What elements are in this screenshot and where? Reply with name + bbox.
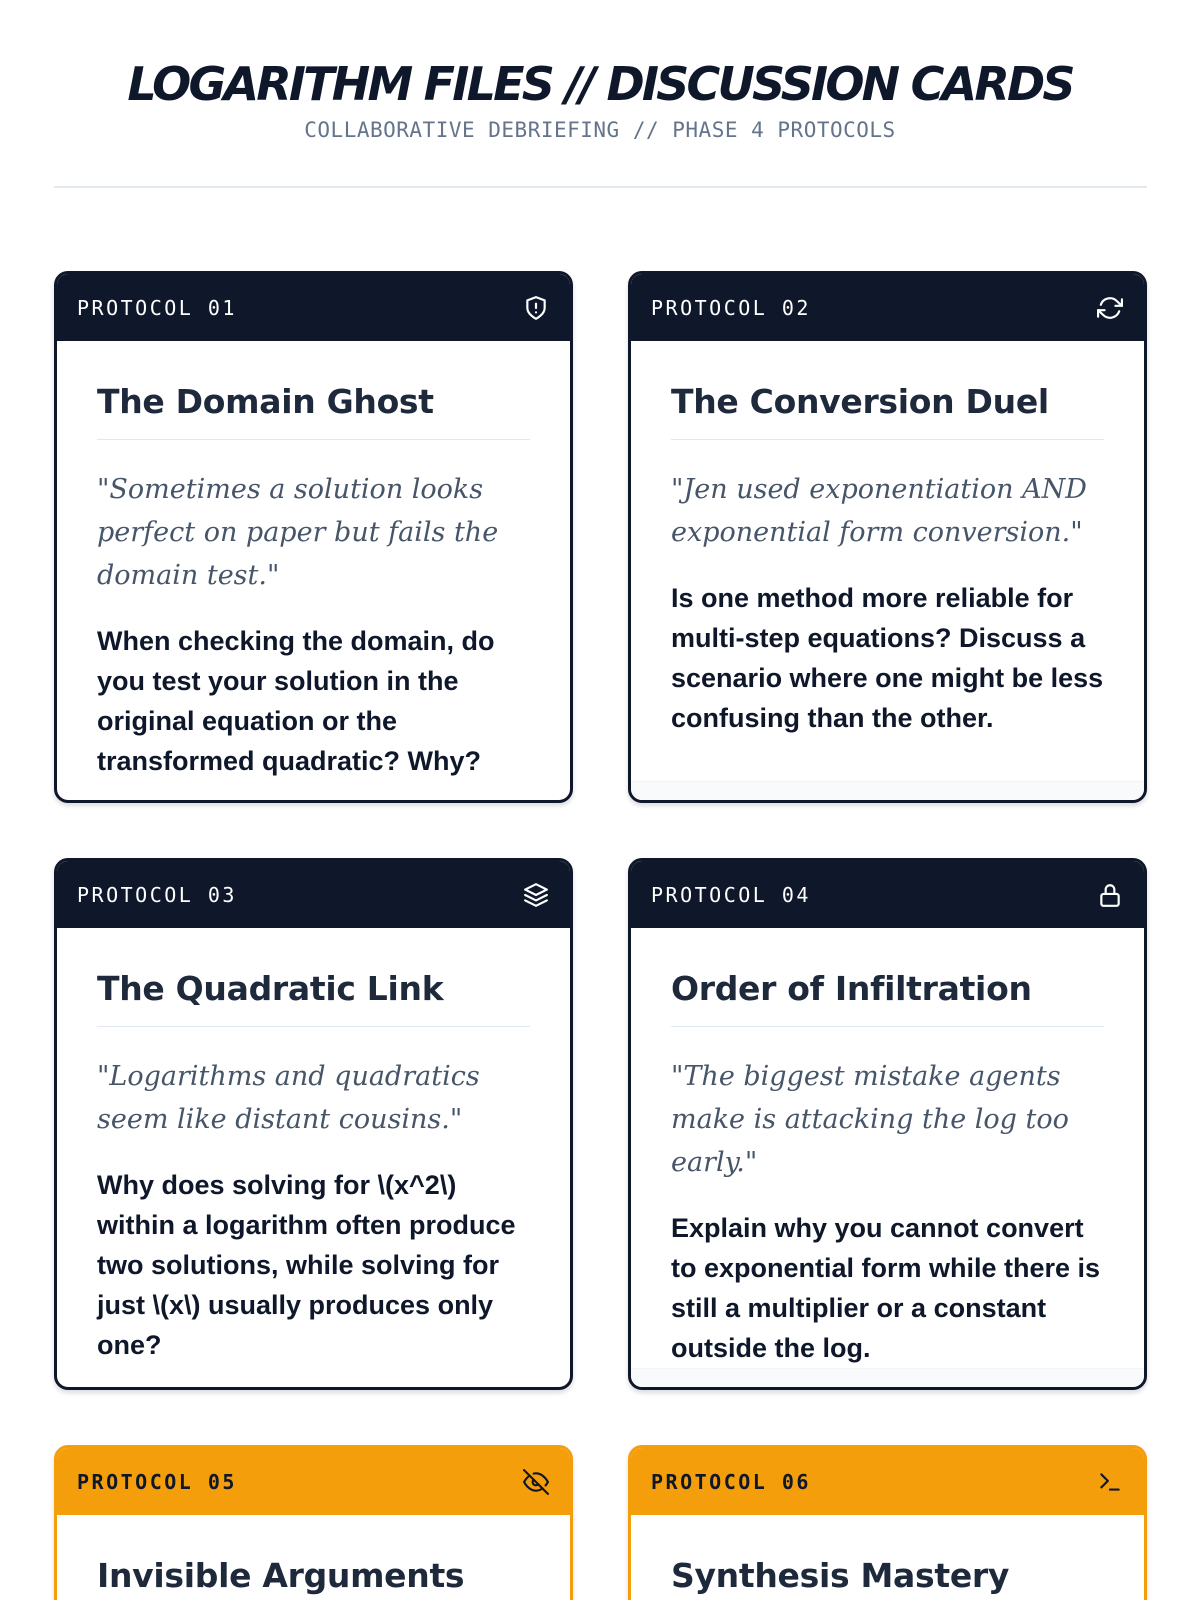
shield-alert-icon xyxy=(522,294,550,322)
protocol-label: PROTOCOL 06 xyxy=(651,1469,811,1494)
protocol-label: PROTOCOL 03 xyxy=(77,882,237,907)
card-body xyxy=(631,1515,1144,1600)
lock-icon xyxy=(1096,881,1124,909)
header-divider xyxy=(54,186,1147,188)
card-question: When checking the domain, do you test your solution in the original equation or the transformed quadratic? Why? xyxy=(97,626,495,776)
page-header xyxy=(0,0,1200,144)
card-title: The Domain Ghost xyxy=(97,381,530,440)
protocol-label: PROTOCOL 05 xyxy=(77,1469,237,1494)
card-title: The Conversion Duel xyxy=(671,381,1104,440)
refresh-icon xyxy=(1096,294,1124,322)
protocol-label: PROTOCOL 02 xyxy=(651,295,811,320)
card-quote: "Sometimes a solution looks perfect on paper but fails the domain test." xyxy=(97,474,499,591)
card-header xyxy=(631,274,1144,341)
protocol-label: PROTOCOL 01 xyxy=(77,295,237,320)
card-question: Explain why you cannot convert to exponential form while there is still a multiplier or a constant outside the log. xyxy=(671,1213,1101,1363)
card-title: Invisible Arguments xyxy=(97,1555,530,1600)
discussion-card[interactable] xyxy=(628,1445,1147,1600)
card-header xyxy=(631,1448,1144,1515)
layers-icon xyxy=(522,881,550,909)
card-quote: "Jen used exponentiation AND exponential form conversion." xyxy=(671,474,1087,548)
card-footer xyxy=(631,781,1144,800)
protocol-label: PROTOCOL 04 xyxy=(651,882,811,907)
card-title: Synthesis Mastery xyxy=(671,1555,1104,1600)
card-header xyxy=(57,1448,570,1515)
terminal-icon xyxy=(1096,1468,1124,1496)
card-question: Why does solving for \(x^2\) within a logarithm often produce two solutions, while solving for just \(x\) usually produces only one? xyxy=(97,1170,516,1360)
card-body xyxy=(57,1515,570,1600)
card-quote: "Logarithms and quadratics seem like distant cousins." xyxy=(97,1061,480,1135)
card-body xyxy=(631,341,1144,758)
discussion-card[interactable] xyxy=(54,271,573,803)
page-title: LOGARITHM FILES // DISCUSSION CARDS xyxy=(127,57,1073,111)
discussion-card[interactable] xyxy=(54,858,573,1390)
card-footer xyxy=(631,1368,1144,1387)
card-header xyxy=(631,861,1144,928)
card-body xyxy=(631,928,1144,1388)
page-subtitle: COLLABORATIVE DEBRIEFING // PHASE 4 PROTOCOLS xyxy=(304,118,896,142)
card-title: Order of Infiltration xyxy=(671,968,1104,1027)
card-header xyxy=(57,274,570,341)
eye-off-icon xyxy=(522,1468,550,1496)
card-header xyxy=(57,861,570,928)
card-question: Is one method more reliable for multi-step equations? Discuss a scenario where one might be less confusing than the other. xyxy=(671,583,1104,733)
discussion-card[interactable] xyxy=(54,1445,573,1600)
discussion-card[interactable] xyxy=(628,271,1147,803)
card-title: The Quadratic Link xyxy=(97,968,530,1027)
discussion-card[interactable] xyxy=(628,858,1147,1390)
card-quote: "The biggest mistake agents make is attacking the log too early." xyxy=(671,1061,1069,1178)
card-body xyxy=(57,928,570,1385)
card-body xyxy=(57,341,570,801)
